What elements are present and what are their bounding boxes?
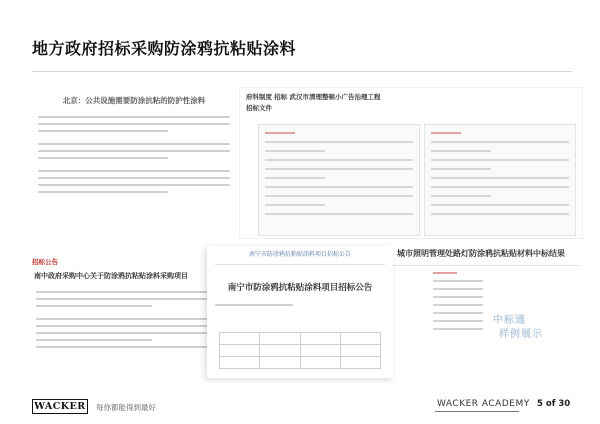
watermark-text: 中标通 <box>493 315 526 326</box>
text-line <box>38 177 230 179</box>
text-line <box>38 170 230 172</box>
footer-slogan: 每你都能得到最好 <box>96 403 156 412</box>
divider <box>393 265 579 266</box>
text-line <box>38 116 230 118</box>
text-line <box>36 318 214 320</box>
text-line <box>36 332 214 334</box>
text-line <box>38 150 230 152</box>
text-line <box>36 298 214 300</box>
footer-underline <box>435 411 519 412</box>
web-content-box <box>424 124 576 236</box>
footer-academy: WACKER ACADEMY <box>437 399 530 409</box>
text-line <box>38 130 168 132</box>
notice-heading: 招标公告 <box>32 258 58 266</box>
document-title: 城市照明管理处路灯防涂鸦抗粘贴材料中标结果 <box>397 249 565 258</box>
document-image-lighting-award <box>393 245 579 378</box>
text-line <box>36 346 214 348</box>
text-line <box>36 291 214 293</box>
document-title: 南宁市防涂鸦抗粘贴涂料项目招标公告 <box>227 283 373 294</box>
title-divider <box>32 71 572 72</box>
document-header: 南宁市防涂鸦抗粘贴涂料项目招标公告 <box>248 251 351 258</box>
document-image-procurement-center <box>28 253 222 373</box>
text-line <box>38 191 168 193</box>
watermark-text: 样例展示 <box>499 329 543 340</box>
page-number: 5 of 30 <box>537 399 571 409</box>
divider <box>215 264 385 265</box>
document-title: 府科制度 招标 武汉市清理整顿小广告治理工程 <box>246 93 381 101</box>
web-content-box <box>258 124 420 236</box>
text-line <box>215 304 293 306</box>
document-image-beijing <box>30 88 238 240</box>
wacker-logo: WACKER <box>32 399 88 414</box>
text-line <box>38 143 230 145</box>
notice-table <box>219 332 381 369</box>
text-line <box>36 339 152 341</box>
document-subtitle: 招标文件 <box>246 103 272 112</box>
text-line <box>36 305 152 307</box>
text-line <box>38 184 230 186</box>
document-title: 南中政府采购中心关于防涂鸦抗粘贴涂料采购项目 <box>34 272 188 280</box>
slide-title: 地方政府招标采购防涂鸦抗粘贴涂料 <box>32 39 297 58</box>
text-line <box>38 123 230 125</box>
text-line <box>36 325 214 327</box>
document-image-nanning-notice <box>207 246 393 378</box>
document-image-web-tender <box>240 88 582 238</box>
text-line <box>38 157 168 159</box>
document-title: 北京：公共设施需要防涂抗粘的防护性涂料 <box>62 96 206 105</box>
